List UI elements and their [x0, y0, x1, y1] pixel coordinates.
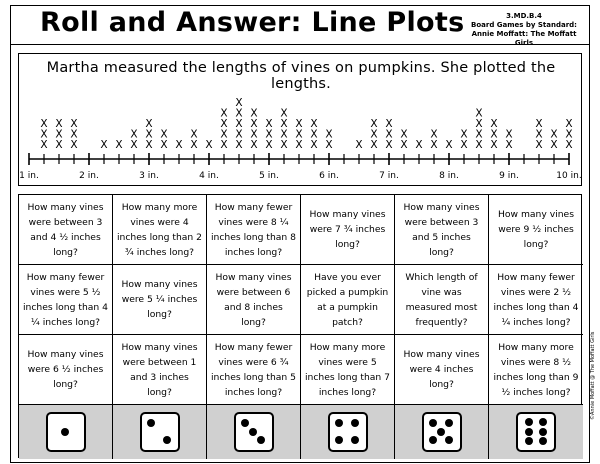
question-card[interactable] [113, 195, 207, 265]
data-point-x: X [310, 128, 318, 141]
question-card[interactable] [207, 195, 301, 265]
question-text: How many fewer vines were 8 ¼ inches long than 8 inches long? [211, 201, 297, 258]
tick-label: 7 in. [379, 171, 399, 181]
data-point-x: X [325, 128, 333, 141]
data-point-x: X [550, 139, 558, 151]
tick-label: 6 in. [319, 171, 339, 181]
data-point-x: X [295, 118, 303, 130]
data-point-x: X [235, 139, 243, 151]
data-point-x: X [280, 139, 288, 151]
die-pip [445, 419, 453, 427]
data-point-x: X [385, 118, 393, 130]
data-point-x: X [220, 139, 228, 151]
data-point-x: X [490, 118, 498, 130]
data-point-x: X [40, 139, 48, 151]
question-card[interactable] [207, 335, 301, 405]
data-point-x: X [250, 118, 258, 130]
question-card[interactable] [489, 265, 583, 335]
data-point-x: X [145, 128, 153, 141]
die-face-4-icon [328, 412, 368, 452]
data-point-x: X [220, 128, 228, 141]
die-face-6-icon [516, 412, 556, 452]
data-point-x: X [175, 139, 183, 151]
question-text: How many vines were between 1 and 3 inches long? [121, 341, 198, 398]
data-point-x: X [535, 128, 543, 141]
data-point-x: X [55, 128, 63, 141]
die-pip [429, 436, 437, 444]
problem-text: Martha measured the lengths of vines on pumpkins. She plotted the lengths. [46, 60, 556, 92]
tick-label: 10 in. [556, 171, 582, 181]
worksheet-header [10, 5, 590, 45]
data-point-x: X [130, 128, 138, 141]
tick-label: 3 in. [139, 171, 159, 181]
data-point-x: X [40, 128, 48, 141]
die-pip [351, 436, 359, 444]
data-point-x: X [250, 107, 258, 120]
die-face-2-icon [140, 412, 180, 452]
die-pip [525, 428, 533, 436]
data-point-x: X [445, 139, 453, 151]
data-point-x: X [145, 139, 153, 151]
standard-code: 3.MD.B.4 [506, 12, 542, 20]
data-point-x: X [280, 118, 288, 130]
question-card[interactable] [113, 265, 207, 335]
question-text: How many vines were 5 ¼ inches long? [121, 279, 198, 320]
die-pip [429, 419, 437, 427]
data-point-x: X [40, 118, 48, 130]
question-text: How many vines were between 6 and 8 inches long? [215, 271, 292, 328]
question-card[interactable] [207, 265, 301, 335]
data-point-x: X [280, 107, 288, 120]
copyright-credit: ©Annie Moffatt @ The Moffatt Girls [590, 331, 596, 420]
die-pip [163, 436, 171, 444]
data-point-x: X [70, 139, 78, 151]
question-card[interactable] [489, 195, 583, 265]
question-text: How many vines were between 3 and 4 ½ inches long? [27, 201, 104, 258]
question-text: How many vines were 6 ½ inches long? [27, 349, 104, 390]
die-pip [335, 419, 343, 427]
data-point-x: X [220, 107, 228, 120]
data-point-x: X [325, 139, 333, 151]
die-pip [525, 437, 533, 445]
question-card[interactable] [19, 265, 113, 335]
die-pip [445, 436, 453, 444]
data-point-x: X [115, 139, 123, 151]
data-point-x: X [160, 128, 168, 141]
data-point-x: X [400, 128, 408, 141]
die-pip [257, 436, 265, 444]
die-pip [539, 437, 547, 445]
data-point-x: X [400, 139, 408, 151]
question-text: How many fewer vines were 5 ½ inches long than 4 ¼ inches long? [23, 271, 109, 328]
author-name: Annie Moffatt: The Moffatt Girls [471, 30, 577, 47]
tick-label: 4 in. [199, 171, 219, 181]
data-point-x: X [145, 118, 153, 130]
tick-label: 5 in. [259, 171, 279, 181]
data-point-x: X [475, 128, 483, 141]
data-point-x: X [565, 128, 573, 141]
question-text: How many vines were 7 ¾ inches long? [309, 209, 386, 250]
data-point-x: X [505, 128, 513, 141]
question-card[interactable] [113, 335, 207, 405]
die-cell [395, 405, 489, 459]
data-point-x: X [385, 128, 393, 141]
die-pip [241, 419, 249, 427]
question-card[interactable] [489, 335, 583, 405]
die-face-1-icon [46, 412, 86, 452]
question-text: How many fewer vines were 6 ¾ inches long than 5 inches long? [211, 341, 297, 398]
question-card[interactable] [19, 195, 113, 265]
data-point-x: X [535, 139, 543, 151]
dice-row [19, 405, 583, 459]
data-point-x: X [280, 128, 288, 141]
data-point-x: X [130, 139, 138, 151]
data-point-x: X [235, 97, 243, 109]
question-grid [18, 194, 582, 458]
die-pip [539, 428, 547, 436]
data-point-x: X [235, 128, 243, 141]
data-point-x: X [310, 118, 318, 130]
die-pip [351, 419, 359, 427]
data-point-x: X [100, 139, 108, 151]
data-point-x: X [430, 128, 438, 141]
question-card[interactable] [395, 335, 489, 405]
die-cell [301, 405, 395, 459]
data-point-x: X [505, 139, 513, 151]
question-card[interactable] [395, 265, 489, 335]
question-text: How many vines were 4 inches long? [403, 349, 480, 390]
data-point-x: X [430, 139, 438, 151]
question-text: How many vines were 9 ½ inches long? [498, 209, 574, 250]
die-cell [113, 405, 207, 459]
question-text: How many more vines were 5 inches long than 7 inches long? [305, 341, 391, 398]
data-point-x: X [295, 128, 303, 141]
data-point-x: X [250, 128, 258, 141]
question-card[interactable] [19, 335, 113, 405]
die-face-3-icon [234, 412, 274, 452]
die-cell [19, 405, 113, 459]
question-text: How many more vines were 4 inches long than 2 ¾ inches long? [117, 201, 203, 258]
data-point-x: X [490, 139, 498, 151]
question-text: How many more vines were 8 ½ inches long than 9 ½ inches long? [493, 341, 579, 398]
data-point-x: X [265, 118, 273, 130]
data-point-x: X [265, 128, 273, 141]
line-plot [18, 53, 582, 186]
data-point-x: X [235, 118, 243, 130]
data-point-x: X [235, 107, 243, 120]
data-point-x: X [220, 118, 228, 130]
data-point-x: X [460, 139, 468, 151]
data-point-x: X [370, 139, 378, 151]
die-pip [539, 418, 547, 426]
data-point-x: X [475, 139, 483, 151]
data-point-x: X [370, 118, 378, 130]
question-text: Which length of vine was measured most frequently? [405, 271, 478, 328]
data-point-x: X [190, 139, 198, 151]
page-title: Roll and Answer: Line Plots [40, 7, 465, 38]
data-point-x: X [565, 118, 573, 130]
die-pip [335, 436, 343, 444]
tick-label: 1 in. [19, 171, 39, 181]
data-point-x: X [250, 139, 258, 151]
data-point-x: X [355, 139, 363, 151]
data-point-x: X [490, 128, 498, 141]
tick-label: 2 in. [79, 171, 99, 181]
series-name: Board Games by Standard: [471, 21, 577, 29]
tick-label: 8 in. [439, 171, 459, 181]
die-pip [147, 419, 155, 427]
data-point-x: X [565, 139, 573, 151]
question-text: How many vines were between 3 and 5 inches long? [403, 201, 480, 258]
die-pip [525, 418, 533, 426]
question-card[interactable] [395, 195, 489, 265]
question-card[interactable] [301, 335, 395, 405]
data-point-x: X [310, 139, 318, 151]
data-point-x: X [55, 139, 63, 151]
data-point-x: X [160, 139, 168, 151]
data-point-x: X [190, 128, 198, 141]
question-text: Have you ever picked a pumpkin at a pumpkin patch? [306, 271, 389, 328]
die-pip [249, 428, 257, 436]
data-point-x: X [370, 128, 378, 141]
data-point-x: X [55, 118, 63, 130]
data-point-x: X [205, 139, 213, 151]
data-point-x: X [460, 128, 468, 141]
question-card[interactable] [301, 195, 395, 265]
die-cell [489, 405, 583, 459]
die-cell [207, 405, 301, 459]
data-point-x: X [475, 107, 483, 120]
data-point-x: X [535, 118, 543, 130]
question-text: How many fewer vines were 2 ½ inches long than 4 ¼ inches long? [493, 271, 579, 328]
data-point-x: X [550, 128, 558, 141]
data-point-x: X [265, 139, 273, 151]
tick-label: 9 in. [499, 171, 519, 181]
die-pip [61, 428, 69, 436]
die-pip [437, 428, 445, 436]
data-point-x: X [385, 139, 393, 151]
question-card[interactable] [301, 265, 395, 335]
data-point-x: X [295, 139, 303, 151]
die-face-5-icon [422, 412, 462, 452]
data-point-x: X [475, 118, 483, 130]
data-point-x: X [415, 139, 423, 151]
standard-info [464, 12, 584, 48]
data-point-x: X [70, 128, 78, 141]
data-point-x: X [70, 118, 78, 130]
